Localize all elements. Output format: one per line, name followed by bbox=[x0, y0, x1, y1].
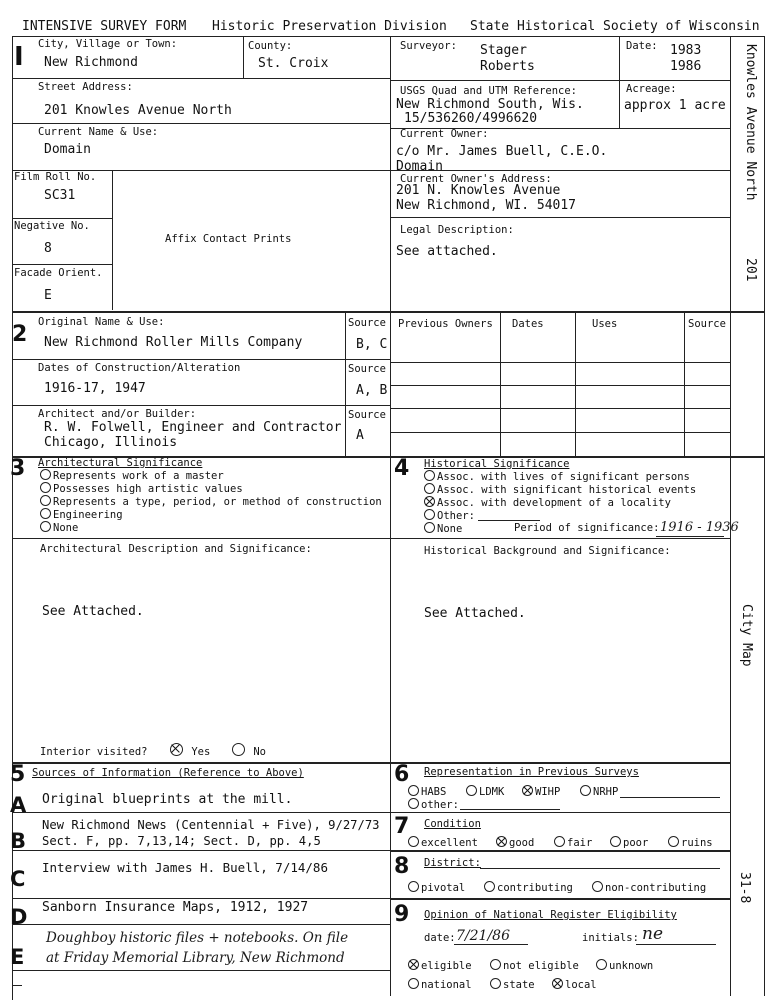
eligibility-initials-value: ne bbox=[642, 924, 664, 944]
source-letter-d: D bbox=[10, 905, 28, 929]
survey-wihp[interactable]: WIHP bbox=[522, 785, 560, 798]
usgs-label: USGS Quad and UTM Reference: bbox=[400, 85, 578, 97]
prev-owners-header: Previous Owners bbox=[398, 318, 493, 330]
eligibility-title: Opinion of National Register Eligibility bbox=[424, 909, 677, 921]
arch-option-master[interactable]: Represents work of a master bbox=[40, 469, 224, 482]
radio-circle-icon bbox=[408, 785, 419, 796]
condition-title: Condition bbox=[424, 818, 481, 830]
condition-poor[interactable]: poor bbox=[610, 836, 648, 849]
street-label: Street Address: bbox=[38, 81, 133, 93]
division-name: Historic Preservation Division bbox=[212, 19, 447, 34]
surveyor-label: Surveyor: bbox=[400, 40, 457, 52]
owner-value-2: Domain bbox=[396, 159, 443, 174]
owner-value-1: c/o Mr. James Buell, C.E.O. bbox=[396, 144, 608, 159]
surveyor-2: Roberts bbox=[480, 59, 535, 74]
eligibility-eligible[interactable]: eligible bbox=[408, 959, 472, 972]
hist-option-locality[interactable]: Assoc. with development of a locality bbox=[424, 496, 671, 509]
arch-option-engineering[interactable]: Engineering bbox=[40, 508, 123, 521]
source-b-2: Sect. F, pp. 7,13,14; Sect. D, pp. 4,5 bbox=[42, 834, 321, 848]
radio-circle-icon bbox=[580, 785, 591, 796]
acreage-label: Acreage: bbox=[626, 83, 677, 95]
eligibility-date-label: date: bbox=[424, 932, 456, 944]
original-label: Original Name & Use: bbox=[38, 316, 165, 328]
owner-address-label: Current Owner's Address: bbox=[400, 173, 552, 185]
dates-source-value: A, B bbox=[356, 383, 388, 398]
arch-option-none[interactable]: None bbox=[40, 521, 78, 534]
arch-desc-value: See Attached. bbox=[42, 604, 144, 619]
margin-street-vertical: Knowles Avenue North bbox=[743, 44, 758, 201]
district-non-contributing[interactable]: non-contributing bbox=[592, 881, 706, 894]
section-8-number: 8 bbox=[394, 854, 410, 879]
eligibility-date-value: 7/21/86 bbox=[456, 928, 510, 944]
checked-circle-icon bbox=[408, 959, 419, 970]
condition-fair[interactable]: fair bbox=[554, 836, 592, 849]
usgs-value-1: New Richmond South, Wis. bbox=[396, 97, 584, 112]
hist-option-events[interactable]: Assoc. with significant historical events bbox=[424, 483, 696, 496]
date-2: 1986 bbox=[670, 59, 702, 74]
section-5-number: 5 bbox=[10, 762, 26, 787]
source-letter-a: A bbox=[10, 793, 27, 817]
period-label: Period of significance: bbox=[514, 522, 660, 534]
contact-prints-label: Affix Contact Prints bbox=[165, 233, 292, 245]
source-letter-b: B bbox=[10, 829, 27, 853]
current-name-label: Current Name & Use: bbox=[38, 126, 159, 138]
source-e-1: Doughboy historic files + notebooks. On file bbox=[46, 930, 349, 946]
arch-option-artistic[interactable]: Possesses high artistic values bbox=[40, 482, 243, 495]
district-pivotal[interactable]: pivotal bbox=[408, 881, 465, 894]
dates-source-label: Source bbox=[348, 363, 386, 375]
section-2-number: 2 bbox=[12, 322, 28, 347]
section-6-number: 6 bbox=[394, 762, 410, 787]
radio-circle-icon bbox=[424, 470, 435, 481]
source-d: Sanborn Insurance Maps, 1912, 1927 bbox=[42, 900, 309, 915]
checked-circle-icon bbox=[552, 978, 563, 989]
section-7-number: 7 bbox=[394, 814, 410, 839]
surveyor-1: Stager bbox=[480, 43, 527, 58]
level-national[interactable]: national bbox=[408, 978, 472, 991]
original-source-value: B, C bbox=[356, 337, 388, 352]
survey-nrhp[interactable]: NRHP bbox=[580, 785, 618, 798]
interior-label: Interior visited? bbox=[40, 746, 148, 758]
level-state[interactable]: state bbox=[490, 978, 535, 991]
negative-value: 8 bbox=[44, 241, 52, 256]
city-value: New Richmond bbox=[44, 55, 138, 70]
radio-circle-icon bbox=[40, 521, 51, 532]
prev-uses-header: Uses bbox=[592, 318, 618, 330]
radio-circle-icon bbox=[424, 509, 435, 520]
current-name-value: Domain bbox=[44, 142, 91, 157]
facade-value: E bbox=[44, 288, 52, 303]
film-label: Film Roll No. bbox=[14, 171, 97, 183]
arch-significance-title: Architectural Significance bbox=[38, 457, 203, 469]
margin-code: 31-8 bbox=[737, 872, 752, 904]
acreage-value: approx 1 acre bbox=[624, 98, 726, 113]
source-a: Original blueprints at the mill. bbox=[42, 792, 293, 807]
section-9-number: 9 bbox=[394, 902, 410, 927]
owner-address-2: New Richmond, WI. 54017 bbox=[396, 198, 577, 213]
legal-label: Legal Description: bbox=[400, 224, 514, 236]
radio-circle-icon bbox=[668, 836, 679, 847]
society-name: State Historical Society of Wisconsin bbox=[470, 19, 760, 34]
hist-option-persons[interactable]: Assoc. with lives of significant persons bbox=[424, 470, 690, 483]
architect-value-1: R. W. Folwell, Engineer and Contractor bbox=[44, 420, 342, 435]
level-local[interactable]: local bbox=[552, 978, 597, 991]
arch-desc-label: Architectural Description and Significance: bbox=[40, 543, 312, 555]
owner-label: Current Owner: bbox=[400, 128, 489, 140]
radio-circle-icon bbox=[484, 881, 495, 892]
previous-surveys-title: Representation in Previous Surveys bbox=[424, 766, 639, 778]
source-letter-e: E bbox=[10, 945, 25, 969]
date-1: 1983 bbox=[670, 43, 702, 58]
hist-background-label: Historical Background and Significance: bbox=[424, 545, 671, 557]
checked-circle-icon bbox=[424, 496, 435, 507]
margin-number-vertical: 201 bbox=[743, 258, 758, 282]
section-4-number: 4 bbox=[394, 456, 410, 481]
architect-label: Architect and/or Builder: bbox=[38, 408, 197, 420]
section-1-number: I bbox=[14, 42, 24, 72]
interior-no-option[interactable]: No bbox=[232, 743, 266, 758]
radio-circle-icon bbox=[610, 836, 621, 847]
radio-circle-icon bbox=[424, 522, 435, 533]
radio-circle-icon bbox=[408, 978, 419, 989]
radio-circle-icon bbox=[466, 785, 477, 796]
source-c: Interview with James H. Buell, 7/14/86 bbox=[42, 860, 328, 875]
hist-option-none[interactable]: None bbox=[424, 522, 462, 535]
film-value: SC31 bbox=[44, 188, 76, 203]
usgs-value-2: 15/536260/4996620 bbox=[404, 111, 538, 126]
district-title: District: bbox=[424, 857, 481, 869]
street-value: 201 Knowles Avenue North bbox=[44, 103, 232, 118]
hist-background-value: See Attached. bbox=[424, 606, 526, 621]
architect-source-label: Source bbox=[348, 409, 386, 421]
hist-option-other[interactable]: Other: bbox=[424, 509, 475, 522]
survey-ldmk[interactable]: LDMK bbox=[466, 785, 504, 798]
condition-good[interactable]: good bbox=[496, 836, 534, 849]
margin-city-map: City Map bbox=[739, 604, 754, 667]
radio-circle-icon bbox=[554, 836, 565, 847]
eligibility-not-eligible[interactable]: not eligible bbox=[490, 959, 579, 972]
prev-source-header: Source bbox=[688, 318, 726, 330]
condition-ruins[interactable]: ruins bbox=[668, 836, 713, 849]
negative-label: Negative No. bbox=[14, 220, 90, 232]
source-b-1: New Richmond News (Centennial + Five), 9/27/73 bbox=[42, 818, 380, 832]
hist-significance-title: Historical Significance bbox=[424, 458, 570, 470]
county-label: County: bbox=[248, 40, 293, 52]
source-e-2: at Friday Memorial Library, New Richmond bbox=[46, 950, 345, 966]
checked-circle-icon bbox=[170, 743, 183, 756]
radio-circle-icon bbox=[40, 469, 51, 480]
city-label: City, Village or Town: bbox=[38, 38, 178, 50]
survey-other[interactable]: other: bbox=[408, 798, 459, 811]
section-3-number: 3 bbox=[10, 456, 26, 481]
owner-address-1: 201 N. Knowles Avenue bbox=[396, 183, 561, 198]
period-value: 1916 - 1936 bbox=[660, 520, 739, 535]
form-title: INTENSIVE SURVEY FORM bbox=[22, 19, 187, 34]
architect-source-value: A bbox=[356, 428, 364, 443]
checked-circle-icon bbox=[496, 836, 507, 847]
checked-circle-icon bbox=[522, 785, 533, 796]
facade-label: Facade Orient. bbox=[14, 267, 103, 279]
architect-value-2: Chicago, Illinois bbox=[44, 435, 178, 450]
radio-circle-icon bbox=[424, 483, 435, 494]
source-letter-c: C bbox=[10, 867, 26, 891]
radio-circle-icon bbox=[40, 508, 51, 519]
survey-habs[interactable]: HABS bbox=[408, 785, 446, 798]
dates-label: Dates of Construction/Alteration bbox=[38, 362, 241, 374]
radio-circle-icon bbox=[596, 959, 607, 970]
radio-circle-icon bbox=[408, 836, 419, 847]
radio-circle-icon bbox=[40, 495, 51, 506]
interior-yes-option[interactable]: Yes bbox=[170, 743, 210, 758]
arch-option-type[interactable]: Represents a type, period, or method of construction bbox=[40, 495, 382, 508]
radio-circle-icon bbox=[490, 959, 501, 970]
date-label: Date: bbox=[626, 40, 658, 52]
eligibility-initials-label: initials: bbox=[582, 932, 639, 944]
district-contributing[interactable]: contributing bbox=[484, 881, 573, 894]
sources-title: Sources of Information (Reference to Above) bbox=[32, 767, 304, 779]
legal-value: See attached. bbox=[396, 244, 498, 259]
condition-excellent[interactable]: excellent bbox=[408, 836, 478, 849]
radio-circle-icon bbox=[408, 881, 419, 892]
radio-circle-icon bbox=[232, 743, 245, 756]
radio-circle-icon bbox=[490, 978, 501, 989]
dates-value: 1916-17, 1947 bbox=[44, 381, 146, 396]
radio-circle-icon bbox=[408, 798, 419, 809]
original-value: New Richmond Roller Mills Company bbox=[44, 335, 303, 350]
radio-circle-icon bbox=[40, 482, 51, 493]
radio-circle-icon bbox=[592, 881, 603, 892]
original-source-label: Source bbox=[348, 317, 386, 329]
eligibility-unknown[interactable]: unknown bbox=[596, 959, 653, 972]
county-value: St. Croix bbox=[258, 56, 329, 71]
prev-dates-header: Dates bbox=[512, 318, 544, 330]
